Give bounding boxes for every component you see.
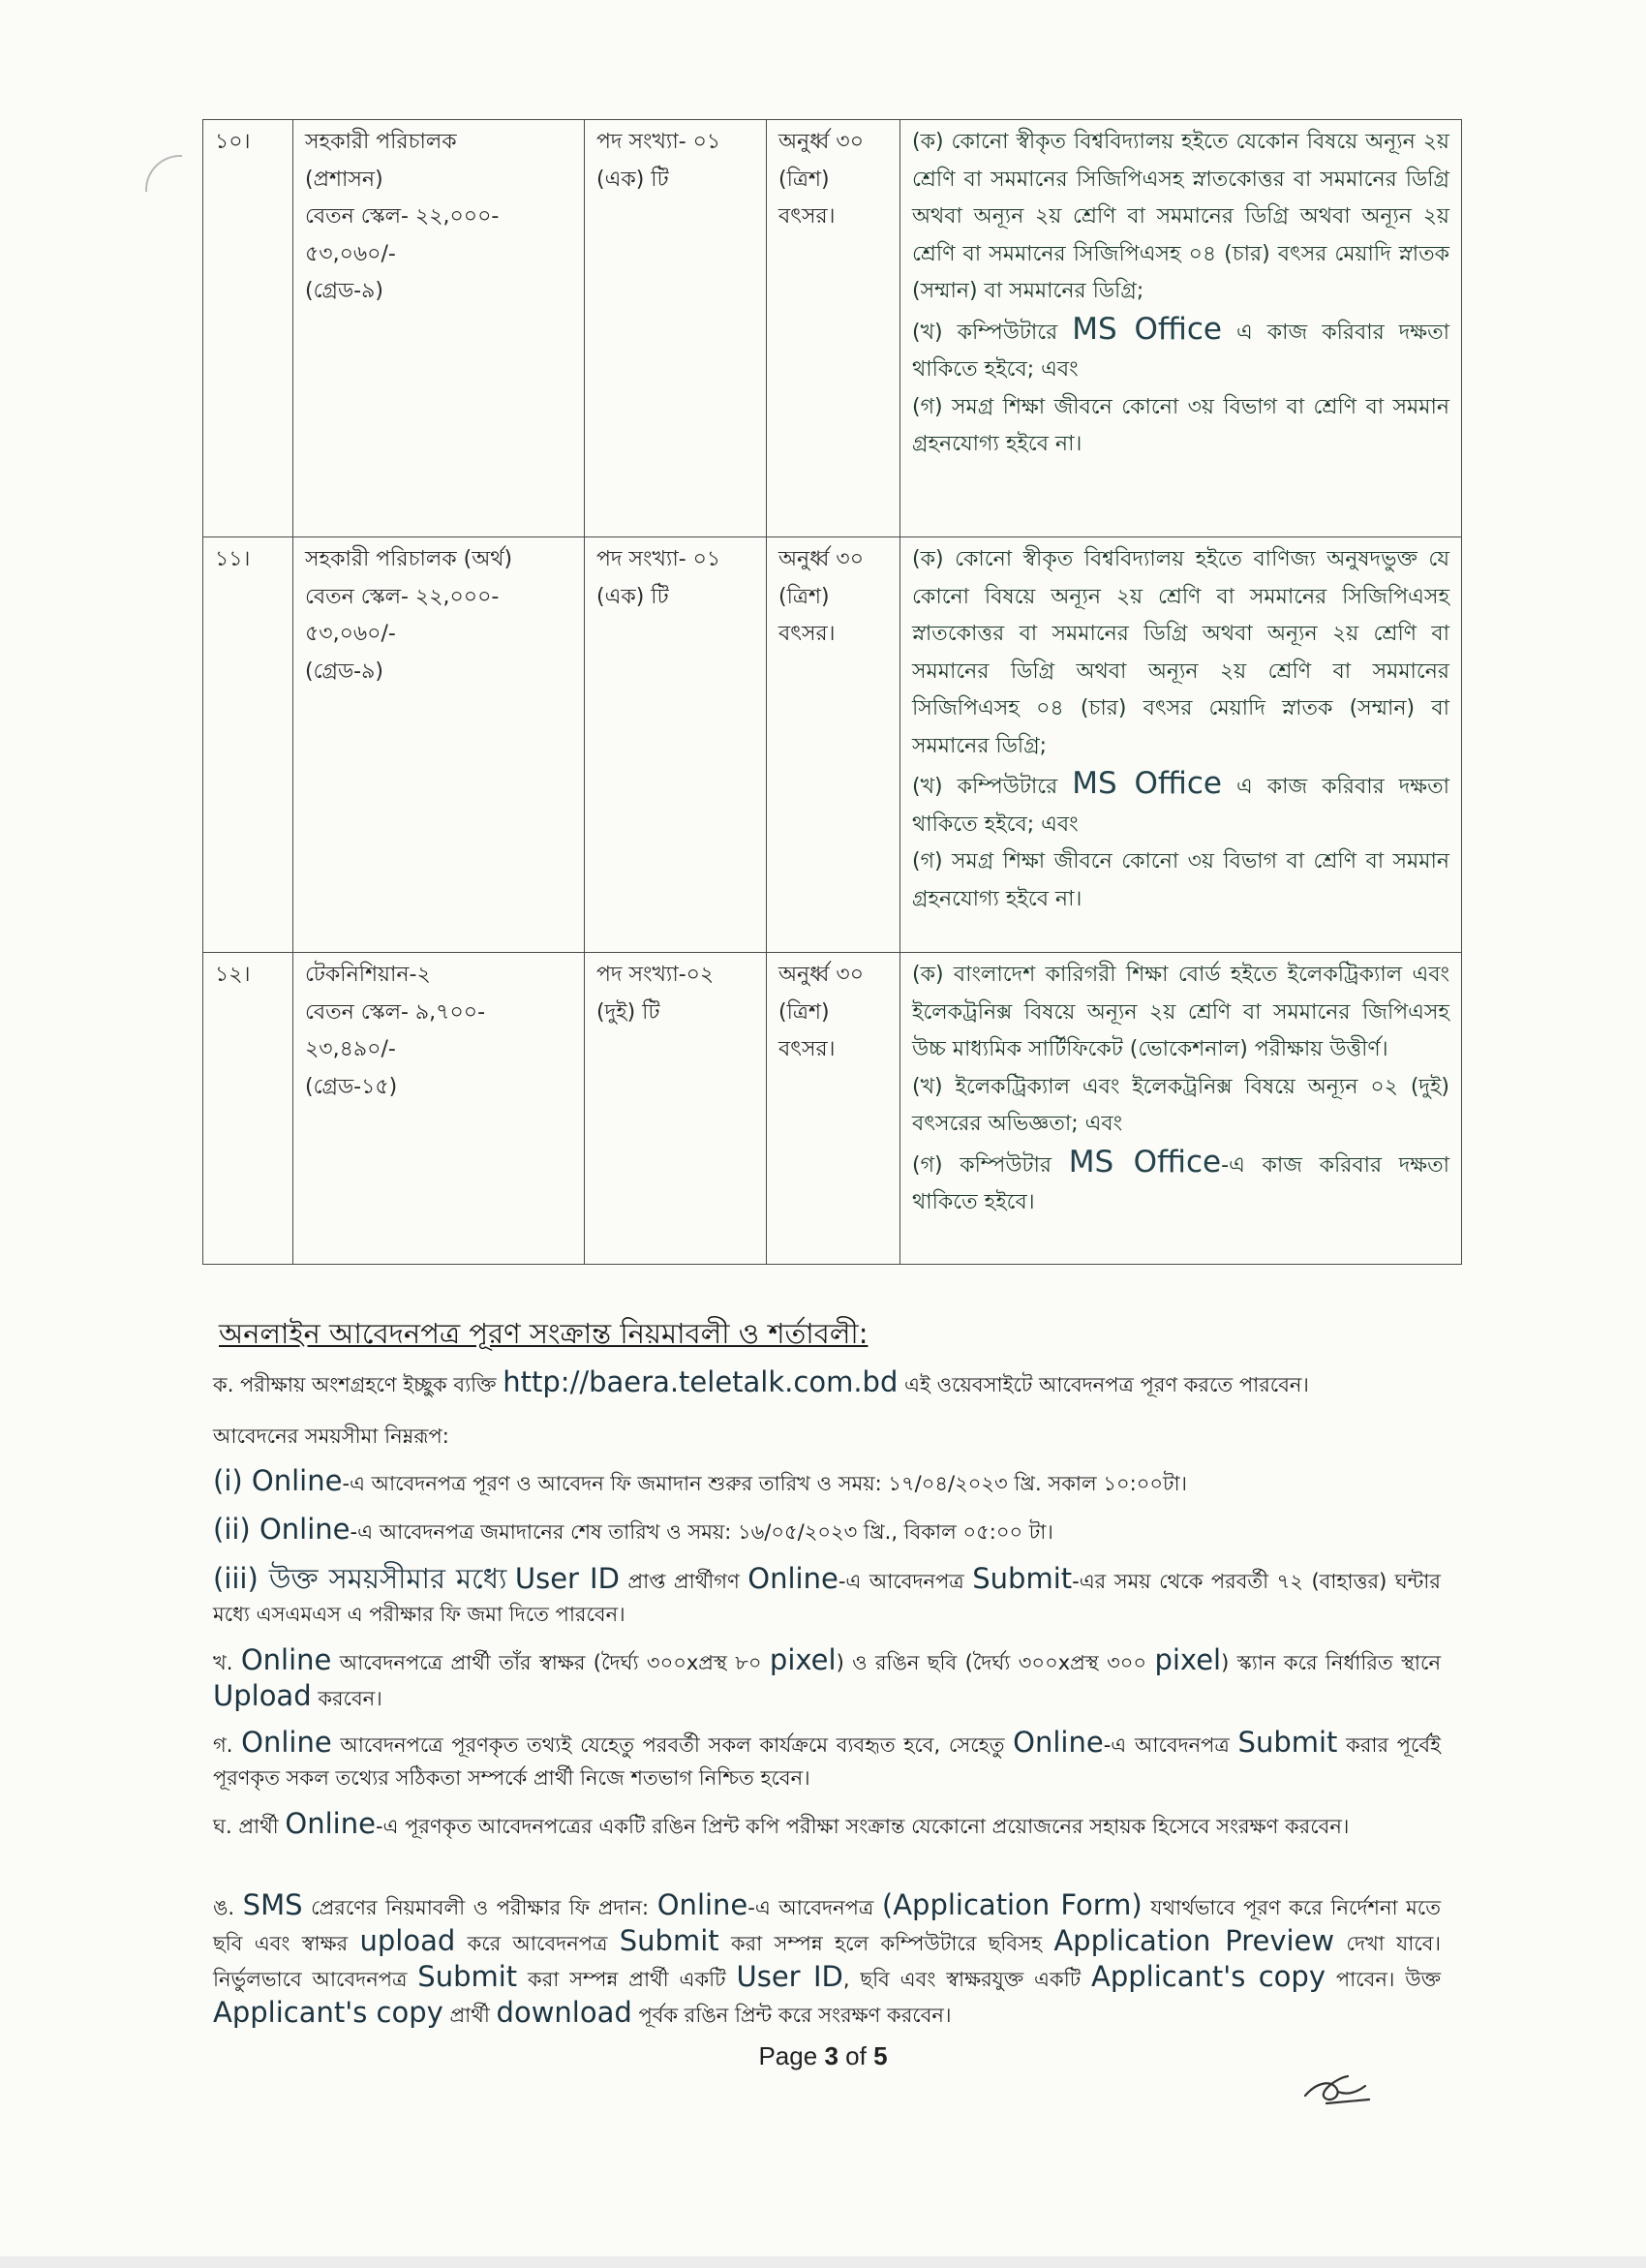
- rule-uo-p: User ID: [736, 1960, 843, 1993]
- requirement-kha-post: এ কাজ করিবার দক্ষতা থাকিতে হইবে; এবং: [912, 320, 1449, 382]
- rule-uo-t: Applicant's copy: [213, 1996, 443, 2029]
- table-row: [203, 120, 1462, 537]
- rule-uo-s: পাবেন। উক্ত: [1335, 1968, 1441, 1991]
- requirement-ga: (গ) সমগ্র শিক্ষা জীবনে কোনো ৩য় বিভাগ বা শ্রেণি বা সমমান গ্রহনযোগ্য হইবে না।: [912, 849, 1449, 911]
- count-cell: [585, 120, 767, 537]
- rule-timeline: আবেদনের সময়সীমা নিম্নরূপ:: [213, 1425, 449, 1448]
- rule-kha-g: ) স্ক্যান করে নির্ধারিত স্থানে: [1221, 1651, 1441, 1674]
- requirement-ka: (ক) বাংলাদেশ কারিগরী শিক্ষা বোর্ড হইতে ইলেকট্রিক্যাল এবং ইলেকট্রনিক্স বিষয়ে অন্যূন ২য় শ্রেণি বা সমমানের জিপিএসহ উচ্চ মাধ্যমিক সার্টিফিকেট (ভোকেশনাল) পরীক্ষায় উত্তীর্ণ।: [912, 963, 1449, 1061]
- rule-ka-pre: ক. পরীক্ষায় অংশগ্রহণে ইচ্ছুক ব্যক্তি: [213, 1373, 497, 1396]
- age-cell: [767, 120, 900, 537]
- post-count: পদ সংখ্যা- ০১: [596, 130, 721, 154]
- requirement-ga-post: -এ কাজ করিবার দক্ষতা থাকিতে হইবে।: [912, 1152, 1450, 1214]
- pay-scale-upper: ২৩,৪৯০/-: [305, 1037, 396, 1061]
- rule-kha-h: Upload: [213, 1679, 312, 1712]
- rule-uo-v: download: [496, 1996, 632, 2029]
- grade: (গ্রেড-৯): [305, 279, 383, 303]
- rule-uo-u: প্রার্থী: [449, 2004, 490, 2027]
- pay-scale: বেতন স্কেল- ২২,০০০-: [305, 204, 500, 229]
- rule-iii-c: প্রাপ্ত প্রার্থীগণ: [627, 1570, 740, 1593]
- post-dept: (প্রশাসন): [305, 167, 383, 192]
- rule-ka: [213, 1365, 1441, 1401]
- age-limit: অনুর্ধ্ব ৩০: [778, 963, 865, 987]
- rule-uo-q: , ছবি এবং স্বাক্ষরযুক্ত একটি: [842, 1968, 1082, 1991]
- scan-corner-mark: [145, 155, 182, 192]
- requirement-ga: [912, 1144, 1449, 1222]
- age-unit: বৎসর।: [778, 1037, 836, 1061]
- rules-heading: অনলাইন আবেদনপত্র পূরণ সংক্রান্ত নিয়মাবলী ও শর্তাবলী:: [219, 1317, 869, 1350]
- initials-signature: [1297, 2063, 1375, 2111]
- rule-kha-f: pixel: [1154, 1643, 1222, 1676]
- rule-kha-e: ) ও রঙিন ছবি (দৈর্ঘ্য ৩০০xপ্রস্থ ৩০০: [836, 1651, 1147, 1674]
- rule-i-post: -এ আবেদনপত্র পূরণ ও আবেদন ফি জমাদান শুরুর তারিখ ও সময়: ১৭/০৪/২০২৩ খ্রি. সকাল ১০:০০টা।: [342, 1472, 1188, 1495]
- page-number: [0, 2041, 1646, 2071]
- scan-bottom-edge: [0, 2256, 1646, 2268]
- requirement-kha: [912, 311, 1449, 389]
- rule-ga-e: -এ আবেদনপত্র: [1103, 1733, 1230, 1757]
- serial-cell: ১২।: [203, 953, 293, 1265]
- grade: (গ্রেড-১৫): [305, 1074, 398, 1099]
- requirement-ka: (ক) কোনো স্বীকৃত বিশ্ববিদ্যালয় হইতে যেকোন বিষয়ে অন্যূন ২য় শ্রেণি বা সমমানের সিজিপিএসহ স্নাতকোত্তর বা সমমানের ডিগ্রি অথবা অন্যূন ২য় শ্রেণি বা সমমানের ডিগ্রি অথবা অন্যূন ২য় শ্রেণি বা সমমানের সিজিপিএসহ ০৪ (চার) বৎসর মেয়াদি স্নাতক (সম্মান) বা সমমানের ডিগ্রি;: [912, 130, 1449, 303]
- rule-ga-c: আবেদনপত্রে পূরণকৃত তথ্যই যেহেতু পরবর্তী সকল কার্যক্রমে ব্যবহৃত হবে, সেহেতু: [340, 1733, 1005, 1757]
- rule-iii: [213, 1562, 1441, 1631]
- requirement-kha-post: এ কাজ করিবার দক্ষতা থাকিতে হইবে; এবং: [912, 775, 1449, 837]
- rule-uo-l: Application Preview: [1053, 1924, 1335, 1957]
- serial-cell: ১০।: [203, 120, 293, 537]
- post-cell: [293, 537, 585, 953]
- post-count-words: (এক) টি: [596, 167, 669, 192]
- age-unit: বৎসর।: [778, 622, 836, 646]
- rule-ga-a: গ.: [213, 1733, 233, 1757]
- post-count-words: (দুই) টি: [596, 999, 660, 1025]
- ms-office-label: MS Office: [1072, 766, 1223, 801]
- rule-iii-g: -এর সময় থেকে পরবর্তী ৭২ (বাহাত্তর) ঘন্টার মধ্যে এসএমএস এ পরীক্ষার ফি জমা দিতে পারবেন।: [213, 1570, 1441, 1626]
- rule-uo-m: দেখা যাবে। নির্ভুলভাবে আবেদনপত্র: [213, 1932, 1441, 1991]
- rule-uo-n: Submit: [417, 1960, 518, 1993]
- page-label: Page: [758, 2041, 818, 2070]
- age-cell: [767, 953, 900, 1265]
- requirement-kha: [912, 765, 1449, 843]
- requirement-kha: (খ) ইলেকট্রিক্যাল এবং ইলেকট্রনিক্স বিষয়ে অন্যূন ০২ (দুই) বৎসরের অভিজ্ঞতা; এবং: [912, 1074, 1449, 1136]
- rule-kha: [213, 1643, 1441, 1715]
- rule-kha-c: আবেদনপত্রে প্রার্থী তাঁর স্বাক্ষর (দৈর্ঘ্য ৩০০xপ্রস্থ ৮০: [339, 1651, 762, 1674]
- rule-i-pre: (i) Online: [213, 1464, 343, 1497]
- application-url-link[interactable]: http://baera.teletalk.com.bd: [503, 1365, 899, 1398]
- count-cell: [585, 953, 767, 1265]
- rule-uo-j: Submit: [619, 1924, 719, 1957]
- post-cell: [293, 120, 585, 537]
- table-row: [203, 953, 1462, 1265]
- requirement-kha-pre: (খ) কম্পিউটারে: [912, 775, 1058, 799]
- page-of: of: [845, 2041, 867, 2070]
- rule-iii-a: (iii) উক্ত সময়সীমার মধ্যে: [213, 1562, 507, 1595]
- requirements-cell: [900, 953, 1462, 1265]
- grade: (গ্রেড-৯): [305, 659, 383, 684]
- rule-ii-pre: (ii) Online: [213, 1513, 351, 1546]
- ms-office-label: MS Office: [1072, 311, 1223, 347]
- requirements-cell: [900, 537, 1462, 953]
- rule-uo-h: upload: [359, 1924, 456, 1957]
- post-title: টেকনিশিয়ান-২: [305, 963, 431, 987]
- rule-i: [213, 1464, 1441, 1500]
- rule-gha: [213, 1807, 1441, 1843]
- requirement-kha-pre: (খ) কম্পিউটারে: [912, 320, 1058, 345]
- rule-iii-d: Online: [747, 1562, 838, 1595]
- age-limit-words: (ত্রিশ): [778, 167, 830, 192]
- page-total: 5: [873, 2041, 888, 2070]
- rule-iii-f: Submit: [972, 1562, 1073, 1595]
- pay-scale-upper: ৫৩,০৬০/-: [305, 241, 396, 266]
- rule-ga-b: Online: [241, 1726, 332, 1759]
- pay-scale: বেতন স্কেল- ২২,০০০-: [305, 584, 500, 609]
- rule-ka-post: এই ওয়েবসাইটে আবেদনপত্র পূরণ করতে পারবেন।: [904, 1373, 1309, 1396]
- rule-uo-f: (Application Form): [881, 1888, 1143, 1921]
- rule-kha-i: করবেন।: [318, 1687, 382, 1710]
- age-limit: অনুর্ধ্ব ৩০: [778, 547, 865, 571]
- table-row: [203, 537, 1462, 953]
- post-cell: [293, 953, 585, 1265]
- post-count: পদ সংখ্যা- ০১: [596, 547, 721, 571]
- post-count: পদ সংখ্যা-০২: [596, 963, 715, 987]
- rule-gha-b: Online: [285, 1807, 376, 1840]
- rule-ii: [213, 1513, 1441, 1548]
- age-unit: বৎসর।: [778, 204, 836, 229]
- rule-uo-i: করে আবেদনপত্র: [467, 1932, 608, 1955]
- rule-kha-b: Online: [240, 1643, 332, 1676]
- rule-iii-b: User ID: [514, 1562, 620, 1595]
- rule-uo-c: প্রেরণের নিয়মাবলী ও পরীক্ষার ফি প্রদান:: [311, 1896, 650, 1919]
- age-limit-words: (ত্রিশ): [778, 584, 830, 609]
- page-current: 3: [824, 2041, 838, 2070]
- ms-office-label: MS Office: [1068, 1144, 1222, 1180]
- requirement-ga-pre: (গ) কম্পিউটার: [912, 1152, 1052, 1178]
- age-cell: [767, 537, 900, 953]
- rule-ga-d: Online: [1013, 1726, 1104, 1759]
- rule-ga-g: করার পূর্বেই পূরণকৃত সকল তথ্যের সঠিকতা সম্পর্কে প্রার্থী নিজে শতভাগ নিশ্চিত হবেন।: [213, 1733, 1442, 1790]
- rule-uo-o: করা সম্পন্ন প্রার্থী একটি: [528, 1968, 726, 1991]
- post-title: সহকারী পরিচালক: [305, 130, 457, 154]
- rule-uo-e: -এ আবেদনপত্র: [747, 1896, 874, 1919]
- age-limit: অনুর্ধ্ব ৩০: [778, 130, 865, 154]
- rule-ii-post: -এ আবেদনপত্র জমাদানের শেষ তারিখ ও সময়: ১৬/০৫/২০২৩ খ্রি., বিকাল ০৫:০০ টা।: [350, 1520, 1053, 1544]
- rule-gha-c: -এ পূরণকৃত আবেদনপত্রের একটি রঙিন প্রিন্ট কপি পরীক্ষা সংক্রান্ত যেকোনো প্রয়োজনের সহায়ক হিসেবে সংরক্ষণ করবেন।: [375, 1815, 1350, 1838]
- rule-uo-r: Applicant's copy: [1091, 1960, 1326, 1993]
- rule-uo-k: করা সম্পন্ন হলে কম্পিউটারে ছবিসহ: [730, 1932, 1043, 1955]
- rule-kha-a: খ.: [213, 1651, 233, 1674]
- requirement-ka: (ক) কোনো স্বীকৃত বিশ্ববিদ্যালয় হইতে বাণিজ্য অনুষদভুক্ত যে কোনো বিষয়ে অন্যূন ২য় শ্রেণি বা সমমানের সিজিপিএসহ স্নাতকোত্তর বা সমমানের ডিগ্রি অথবা অন্যূন ২য় শ্রেণি বা সমমানের ডিগ্রি অথবা অন্যূন ২য় শ্রেণি বা সমমানের সিজিপিএসহ ০৪ (চার) বৎসর মেয়াদি স্নাতক (সম্মান) বা সমমানের ডিগ্রি;: [912, 547, 1449, 758]
- rule-uo-w: পূর্বক রঙিন প্রিন্ট করে সংরক্ষণ করবেন।: [638, 2004, 952, 2027]
- rule-ga-f: Submit: [1237, 1726, 1338, 1759]
- post-title: সহকারী পরিচালক (অর্থ): [305, 547, 513, 571]
- requirement-ga: (গ) সমগ্র শিক্ষা জীবনে কোনো ৩য় বিভাগ বা শ্রেণি বা সমমান গ্রহনযোগ্য হইবে না।: [912, 394, 1449, 456]
- age-limit-words: (ত্রিশ): [778, 999, 830, 1025]
- posts-table: [202, 119, 1462, 1265]
- requirements-cell: [900, 120, 1462, 537]
- rule-uo-a: ঙ.: [213, 1896, 235, 1919]
- rule-uo: [213, 1888, 1441, 2032]
- pay-scale-upper: ৫৩,০৬০/-: [305, 622, 396, 646]
- rule-gha-a: ঘ. প্রার্থী: [213, 1815, 279, 1838]
- count-cell: [585, 537, 767, 953]
- post-count-words: (এক) টি: [596, 584, 669, 609]
- rule-uo-g: যথার্থভাবে পূরণ করে নির্দেশনা মতে ছবি এবং স্বাক্ষর: [213, 1896, 1442, 1955]
- rule-uo-d: Online: [656, 1888, 748, 1921]
- rule-iii-e: -এ আবেদনপত্র: [838, 1570, 964, 1593]
- rule-kha-d: pixel: [769, 1643, 837, 1676]
- pay-scale: বেতন স্কেল- ৯,৭০০-: [305, 999, 486, 1025]
- serial-cell: ১১।: [203, 537, 293, 953]
- rule-ga: [213, 1726, 1441, 1794]
- rule-uo-b: SMS: [242, 1888, 303, 1921]
